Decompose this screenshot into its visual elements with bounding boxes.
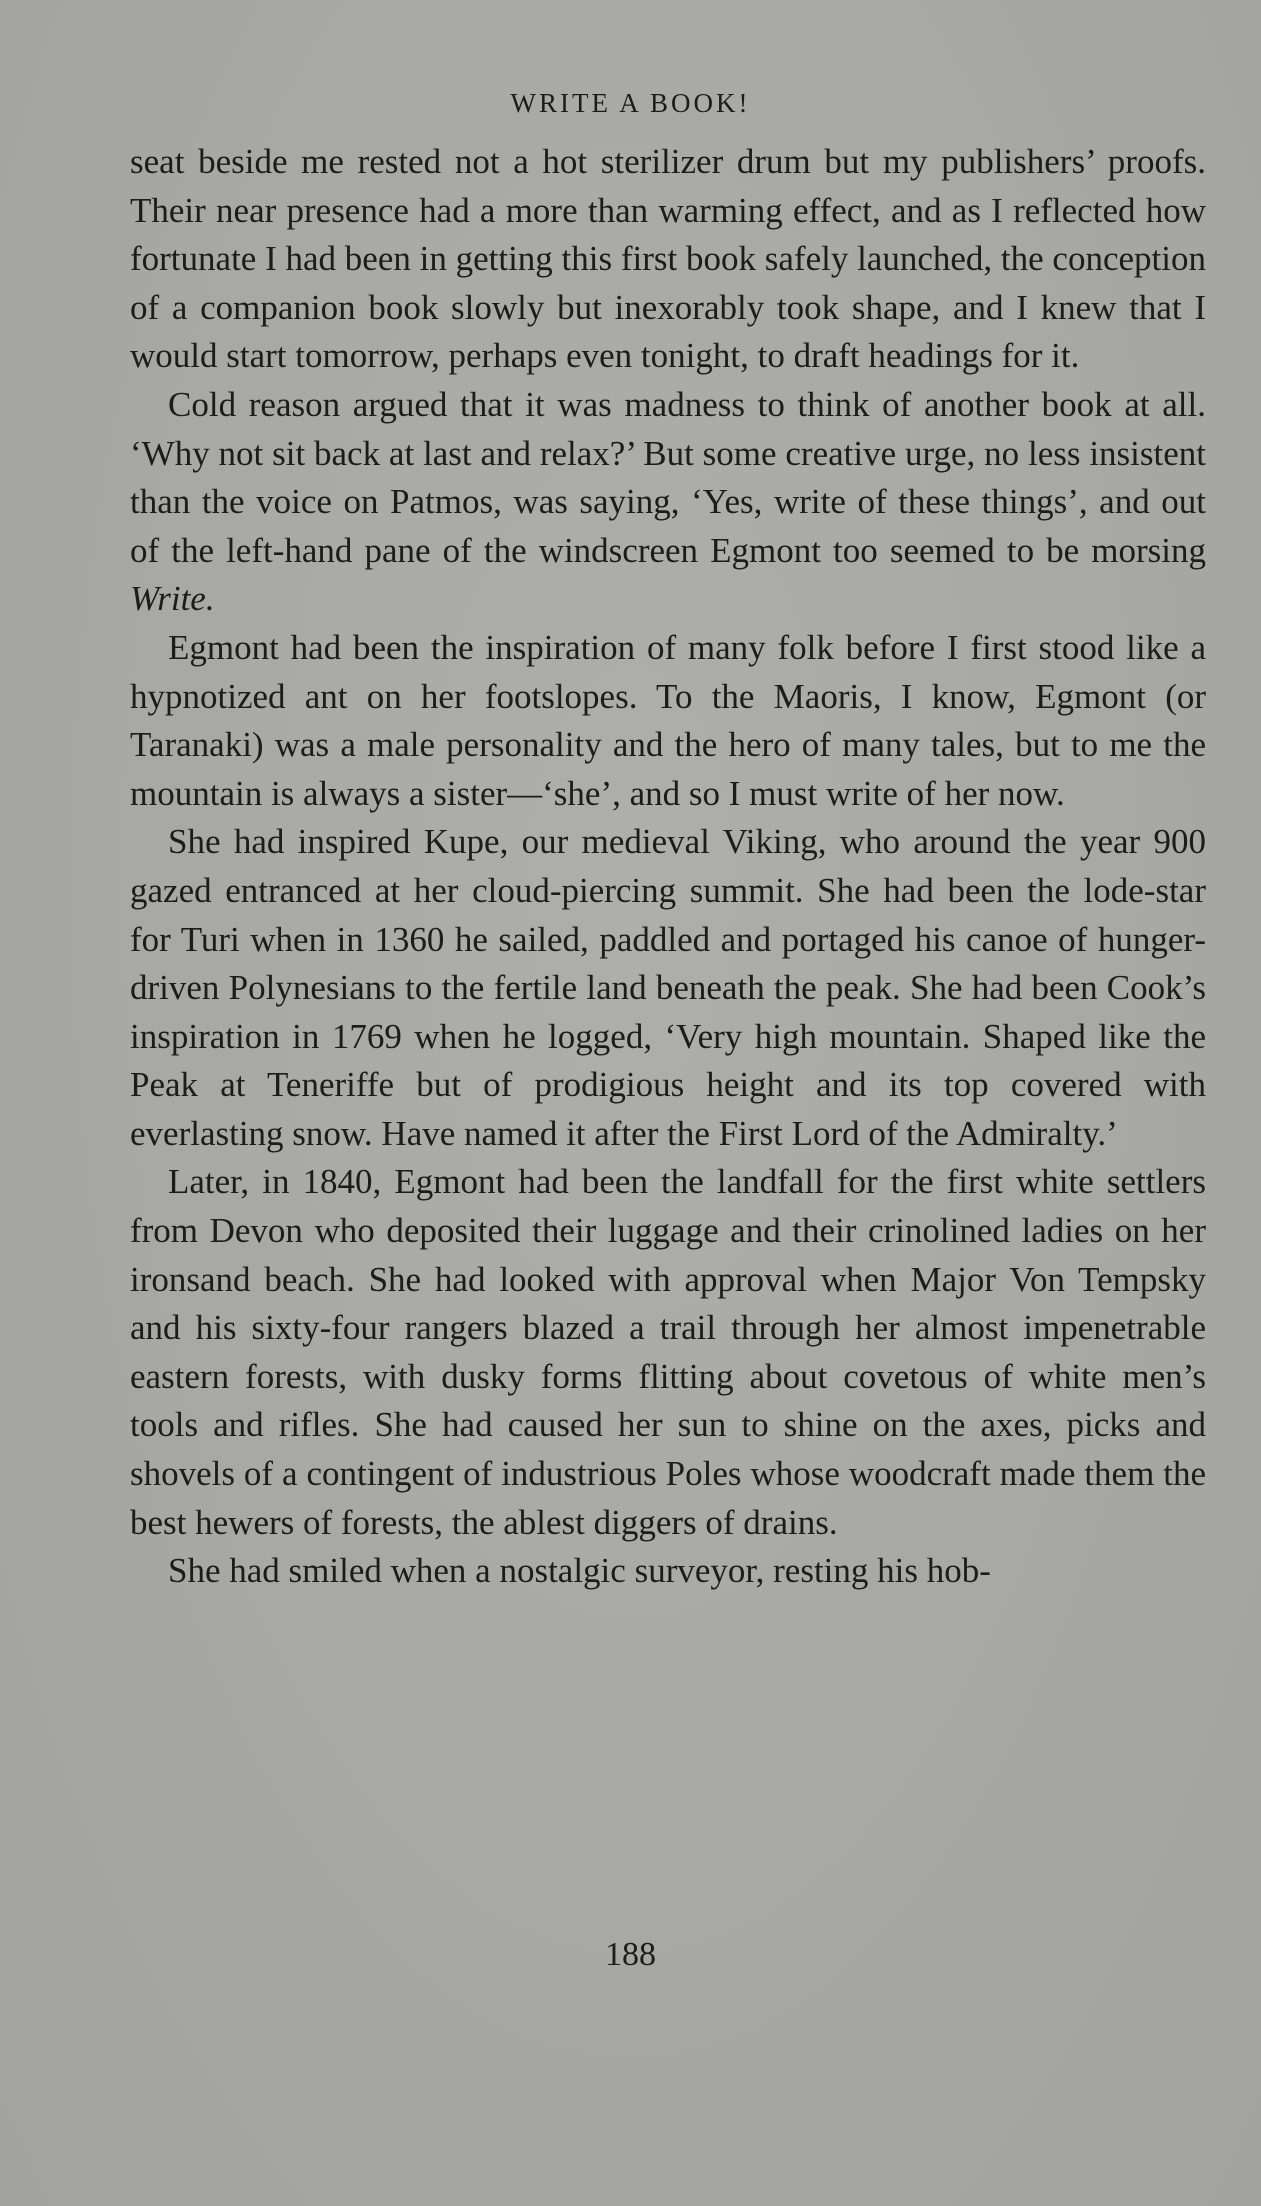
paragraph-text: seat beside me rested not a hot sterilizer drum but my publishers’ proofs. Their near presence had a more than warming effect, and as I reflected how fortunate I had been in getting this first book safely launched, the conception of a companion book slowly but inexorably took shape, and I knew that I would start tomorrow, perhaps even tonight, to draft headings for it. (130, 142, 1206, 376)
italic-emphasis: Write. (130, 579, 215, 619)
paragraph (130, 818, 1206, 1158)
paragraph (130, 381, 1206, 624)
paragraph-text: She had inspired Kupe, our medieval Viking, who around the year 900 gazed entranced at her cloud-piercing summit. She had been the lode-star for Turi when in 1360 he sailed, paddled and portaged his canoe of hunger-driven Polynesians to the fertile land beneath the peak. She had been Cook’s inspiration in 1769 when he logged, ‘Very high mountain. Shaped like the Peak at Teneriffe but of prodigious height and its top covered with everlasting snow. Have named it after the First Lord of the Admiralty.’ (130, 822, 1206, 1153)
paragraph (130, 1158, 1206, 1547)
paragraph-continued (130, 138, 1206, 381)
paragraph (130, 624, 1206, 818)
running-head-text: WRITE A BOOK! (510, 88, 751, 118)
paragraph-text: She had smiled when a nostalgic surveyor, resting his hob- (168, 1551, 991, 1591)
running-head (0, 88, 1261, 119)
paragraph-truncated (130, 1547, 1206, 1596)
paragraph-text: Egmont had been the inspiration of many folk before I first stood like a hypnotized ant on her footslopes. To the Maoris, I know, Egmont (or Taranaki) was a male personality and the hero of many tales, but to me the mountain is always a sister—‘she’, and so I must write of her now. (130, 627, 1206, 813)
body-text (130, 138, 1206, 1596)
paragraph-text: Later, in 1840, Egmont had been the landfall for the first white settlers from Devon who deposited their luggage and their crinolined ladies on her ironsand beach. She had looked with approval when Major Von Tempsky and his sixty-four rangers blazed a trail through her almost impenetrable eastern forests, with dusky forms flitting about covetous of white men’s tools and rifles. She had caused her sun to shine on the axes, picks and shovels of a contingent of industrious Poles whose woodcraft made them the best hewers of forests, the ablest diggers of drains. (130, 1162, 1206, 1542)
paragraph-text: Cold reason argued that it was madness to think of another book at all. ‘Why not sit back at last and relax?’ But some creative urge, no less insistent than the voice on Patmos, was saying, ‘Yes, write of these things’, and out of the left-hand pane of the windscreen Egmont too seemed to be morsing (130, 384, 1206, 570)
page-number: 188 (605, 1936, 656, 1973)
